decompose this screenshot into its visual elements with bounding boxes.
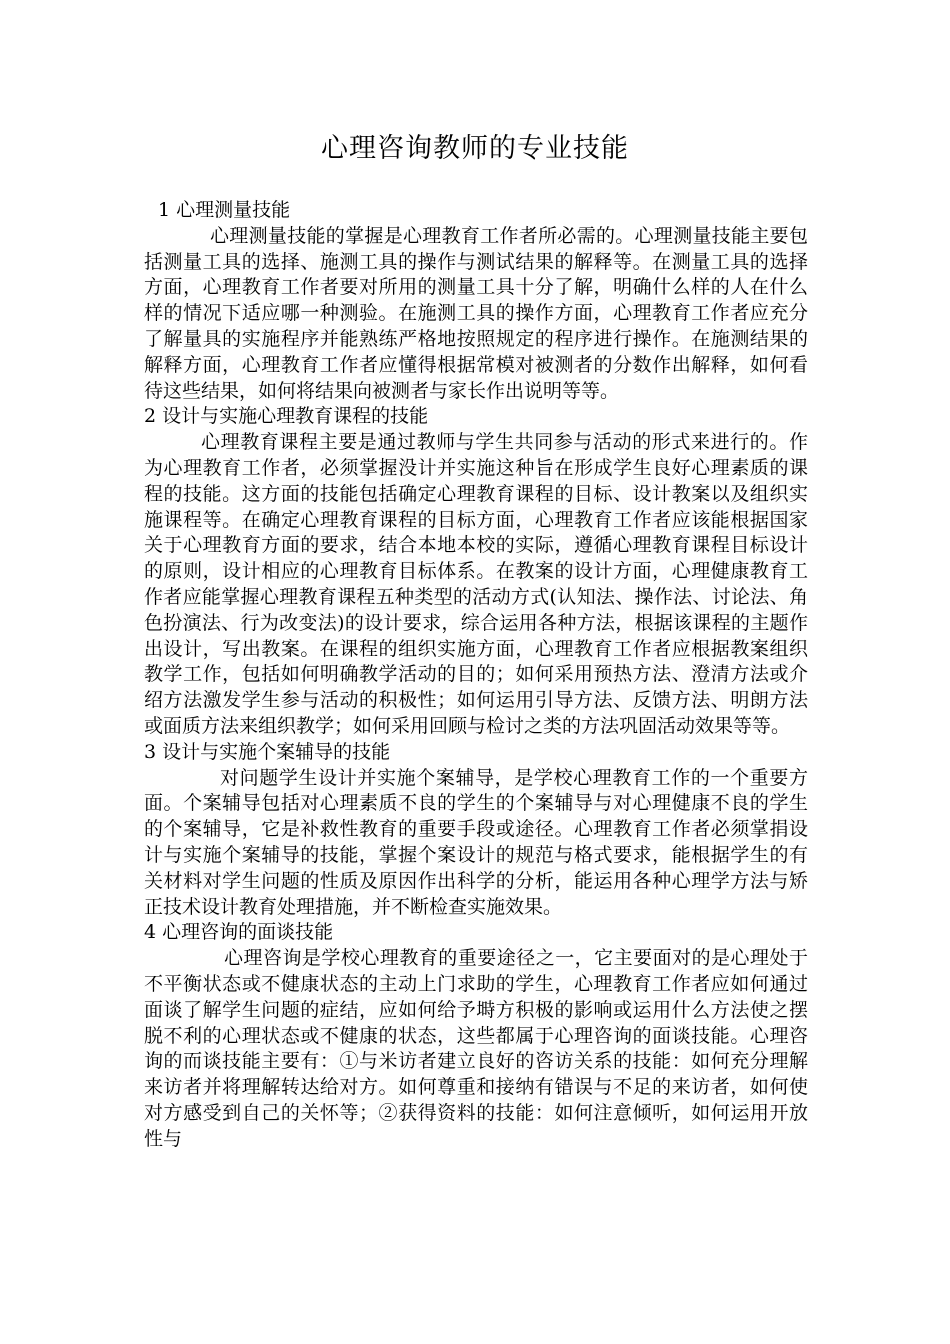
section-heading-4: 4 心理咨询的面谈技能 (144, 921, 334, 944)
section-heading-2: 2 设计与实施心理教育课程的技能 (144, 405, 429, 428)
section-paragraph-1: 心理测量技能的掌握是心理教育工作者所必需的。心理测量技能主要包括测量工具的选择、施测工具的操作与测试结果的解释等。在测量工具的选择方面，心理教育工作者要对所用的测量工具十分了解，明确什么样的人在什么样的情况下适应哪一种测验。在施测工具的操作方面，心理教育工作者应充分了解量具的实施程序并能熟练严格地按照规定的程序进行操作。在施测结果的解释方面，心理教育工作者应懂得根据常模对被测者的分数作出解释，如何看待这些结果，如何将结果向被测者与家长作出说明等等。 (144, 224, 808, 402)
section-heading-3: 3 设计与实施个案辅导的技能 (144, 740, 391, 763)
document-body (144, 198, 808, 1152)
section-heading-1: 1 心理测量技能 (158, 199, 291, 221)
section-paragraph-3: 对问题学生设计并实施个案辅导，是学校心理教育工作的一个重要方面。个案辅导包括对心理素质不良的学生的个案辅导与对心理健康不良的学生的个案辅导，它是补救性教育的重要手段或途径。心理教育工作者必须掌捐设计与实施个案辅导的技能，掌握个案设计的规范与格式要求，能根据学生的有关材料对学生问题的性质及原因作出科学的分析，能运用各种心理学方法与矫正技术设计教育处理措施，并不断检查实施效果。 (144, 766, 808, 918)
document-title: 心理咨询教师的专业技能 (321, 133, 629, 164)
section-paragraph-2: 心理教育课程主要是通过教师与学生共同参与活动的形式来进行的。作为心理教育工作者，必须掌握没计并实施这种旨在形成学生良好心理素质的课程的技能。这方面的技能包括确定心理教育课程的目标、设计教案以及组织实施课程等。在确定心理教育课程的目标方面，心理教育工作者应该能根据国家关于心理教育方面的要求，结合本地本校的实际，遵循心理教育课程目标设计的原则，设计相应的心理教育目标体系。在教案的设计方面，心理健康教育工作者应能掌握心理教育课程五种类型的活动方式(认知法、操作法、讨论法、角色扮演法、行为改变法)的设计要求，综合运用各种方法，根据该课程的主题作出设计，写出教案。在课程的组织实施方面，心理教育工作者应根据教案组织教学工作，包括如何明确教学活动的目的；如何采用预热方法、澄清方法或介绍方法激发学生参与活动的积极性；如何运用引导方法、反馈方法、明朗方法或面质方法来组织教学；如何采用回顾与检讨之类的方法巩固活动效果等等。 (144, 431, 808, 737)
section-paragraph-4: 心理咨询是学校心理教育的重要途径之一，它主要面对的是心理处于不平衡状态或不健康状态的主动上门求助的学生，心理教育工作者应如何通过面谈了解学生问题的症结，应如何给予塒方积极的影响或运用什么方法使之摆脱不利的心理状态或不健康的状态，这些都属于心理咨询的面谈技能。心理咨询的而谈技能主要有：①与米访者建立良好的咨访关系的技能：如何充分理解来访者并将理解转达给对方。如何尊重和接纳有错误与不足的来访者，如何使对方感受到自己的关怀等；②获得资料的技能：如何注意倾听，如何运用开放性与 (144, 947, 808, 1150)
